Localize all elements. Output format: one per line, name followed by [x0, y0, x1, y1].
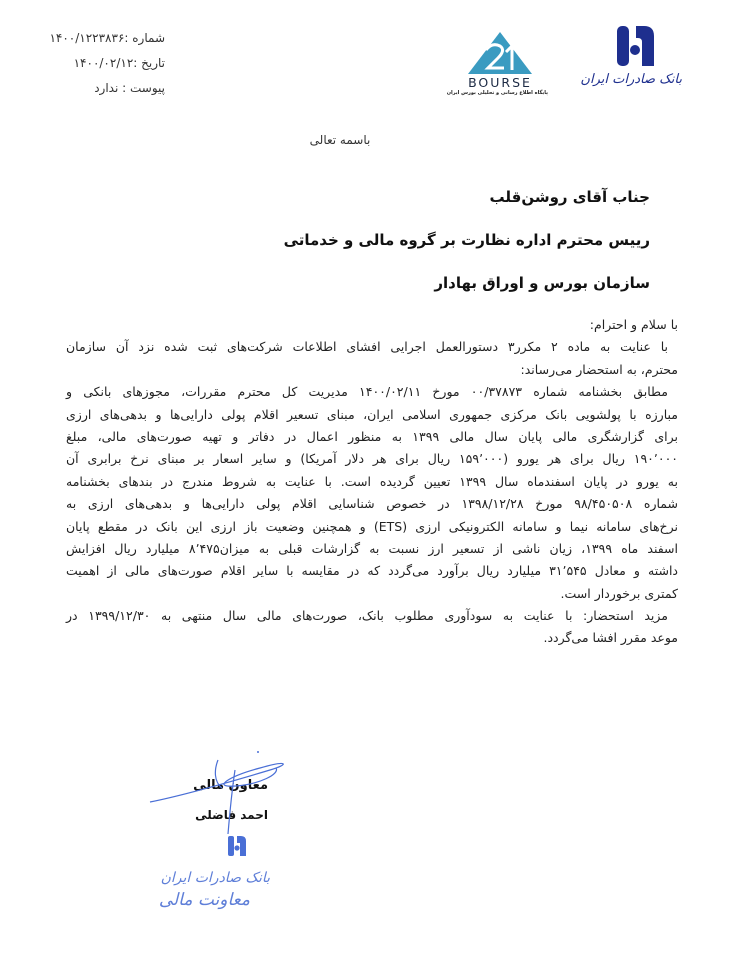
bourse-subtitle: پایگاه اطلاع رسانی و تحلیلی بورس ایران — [446, 90, 548, 96]
greeting: با سلام و احترام: — [589, 317, 678, 332]
addressee-position: رییس محترم اداره نظارت بر گروه مالی و خدماتی — [283, 231, 650, 249]
letter-date — [20, 51, 165, 76]
letter-date-label: تاریخ : — [133, 56, 165, 70]
addressee-block — [284, 176, 650, 305]
letter-attachment-value: ندارد — [94, 81, 119, 95]
body-line: ۱۹۰٬۰۰۰ ریال برای هر یورو (۱۵۹٬۰۰۰ ریال برای هر دلار آمریکا) و سایر اسعار بر مبنای نرخ برابری آن — [66, 451, 678, 467]
bourse-triangle-icon — [452, 30, 548, 76]
letter-attachment-label: پیوست : — [122, 81, 165, 95]
bank-saderat-name: بانک صادرات ایران — [580, 72, 682, 87]
body-line: نرخ‌های سامانه نیما و سامانه الکترونیکی ارزی (ETS) و همچنین وضعیت باز ارزی این بانک در مقطع پایان — [66, 518, 678, 534]
stamp-unit-name: معاونت مالی — [158, 890, 250, 910]
bourse-logo — [446, 30, 548, 98]
addressee-name: جناب آقای روشن‌قلب — [489, 188, 650, 206]
body-line: مطابق بخشنامه شماره ۰۰/۳۷۸۷۳ مورخ ۱۴۰۰/۰۲/۱۱ مدیریت کل محترم مقررات، مجوزهای بانکی و — [66, 384, 668, 400]
body-line: شماره ۹۸/۴۵۰۵۰۸ مورخ ۱۳۹۸/۱۲/۲۸ در خصوص شناسایی اقلام پولی دارایی‌ها و بدهی‌های ارزی به — [66, 496, 678, 512]
body-line: محترم، به استحضار می‌رساند: — [520, 361, 678, 377]
basmala: باسمه تعالی — [309, 133, 371, 147]
letter-date-value: ۱۴۰۰/۰۲/۱۲ — [73, 56, 134, 70]
letter-attachment — [20, 76, 165, 101]
signatory-name: احمد فاضلی — [195, 808, 268, 822]
stamp-bank-name: بانک صادرات ایران — [160, 870, 270, 886]
body-line: مبارزه با پولشویی بانک مرکزی جمهوری اسلامی ایران، مبنای تسعیر اقلام پولی دارایی‌ها و بدهی‌های ارزی — [66, 406, 678, 422]
letter-number — [20, 26, 165, 51]
body-line: به یورو در پایان اسفندماه سال ۱۳۹۹ تعیین گردیده است. با عنایت به شروط مندرج در بندهای بخشنامه — [66, 473, 678, 489]
body-line: موعد مقرر افشا می‌گردد. — [543, 630, 678, 646]
letter-meta — [20, 26, 165, 101]
body-line: با عنایت به ماده ۲ مکرر۳ دستورالعمل اجرایی افشای اطلاعات شرکت‌های ثبت شده نزد آن سازمان — [66, 339, 669, 355]
body-line: مزید استحضار: با عنایت به سودآوری مطلوب بانک، صورت‌های مالی سال منتهی به ۱۳۹۹/۱۲/۳۰ در — [66, 608, 668, 624]
addressee-organization: سازمان بورس و اوراق بهادار — [434, 274, 650, 292]
signature-block — [140, 730, 310, 920]
bank-saderat-mark-icon — [586, 22, 682, 70]
letter-number-value: ۱۴۰۰/۱۲۲۳۸۳۶ — [49, 31, 125, 45]
body-line: داشته و معادل ۳۱٬۵۴۵ میلیارد ریال برآورد می‌گردد که در مقایسه با سایر اقلام صورت‌های مالی از اهمیت — [66, 563, 678, 579]
signatory-title: معاون مالی — [193, 778, 268, 793]
bank-saderat-logo — [580, 22, 682, 102]
letter-number-label: شماره : — [124, 31, 165, 45]
body-line: برای گزارشگری مالی پایان سال مالی ۱۳۹۹ به منظور اعمال در دفاتر و تهیه صورت‌های مالی، مبلغ — [66, 428, 678, 444]
letter-body — [66, 314, 678, 650]
bourse-wordmark: BOURSE — [468, 75, 532, 90]
body-line: کمتری برخوردار است. — [560, 585, 678, 601]
body-line: اسفند ماه ۱۳۹۹، زیان ناشی از تسعیر ارز نسبت به گزارشات قبلی به میزان۸٬۴۷۵ میلیارد ریال افزایش — [66, 540, 678, 556]
